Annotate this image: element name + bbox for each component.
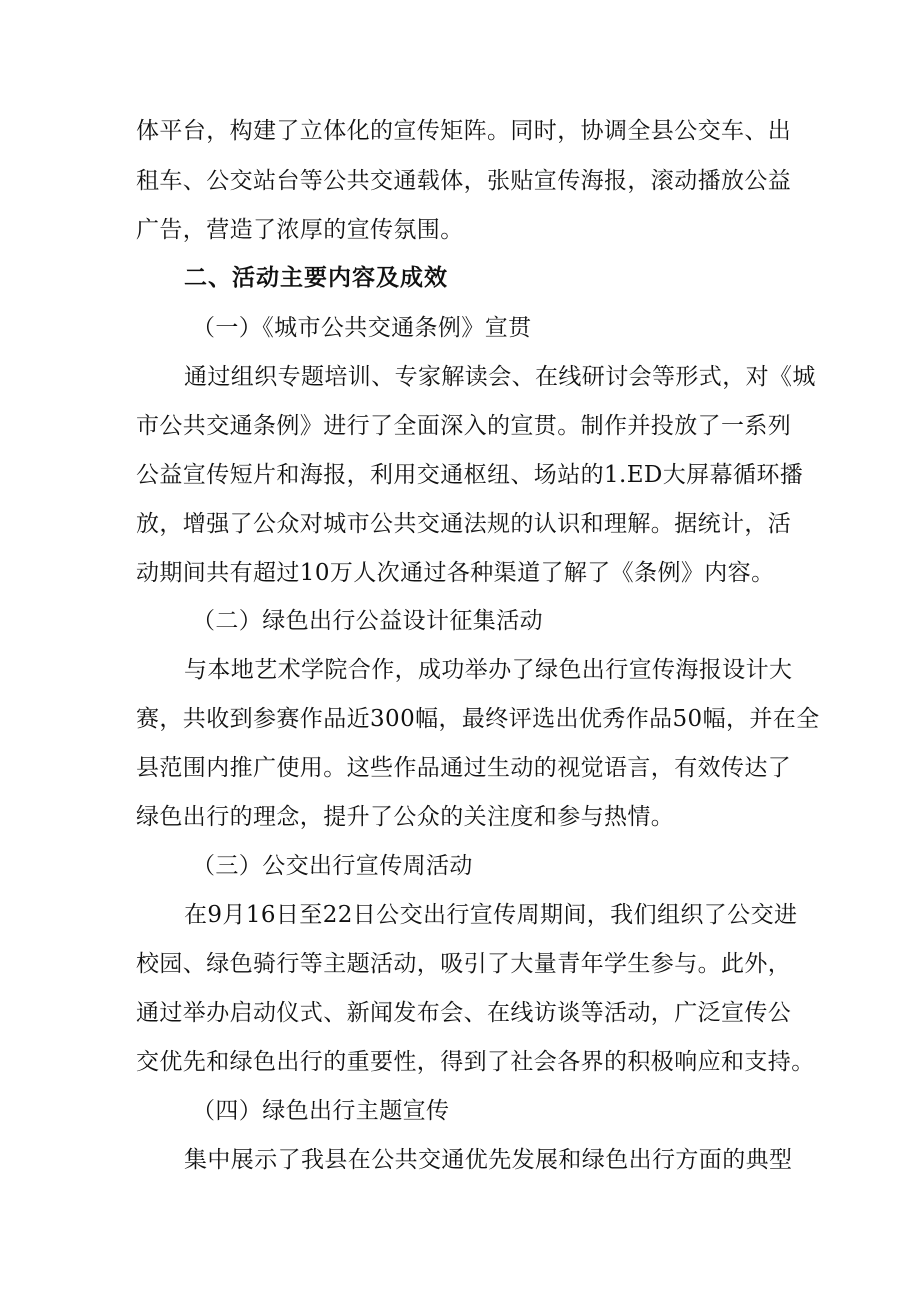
body-text-line: 市公共交通条例》进行了全面深入的宣贯。制作并投放了一系列 [136, 413, 792, 439]
body-text-line: 县范围内推广使用。这些作品通过生动的视觉语言，有效传达了 [136, 755, 792, 781]
subsection-heading: （二）绿色出行公益设计征集活动 [192, 608, 543, 634]
body-text-line: 广告，营造了浓厚的宣传氛围。 [136, 217, 464, 243]
paragraph-first-line: 在9月16日至22日公交出行宣传周期间，我们组织了公交进 [184, 902, 798, 928]
subsection-heading: （一）《城市公共交通条例》宣贯 [192, 315, 532, 341]
section-heading: 二、活动主要内容及成效 [184, 265, 448, 291]
body-text-line: 交优先和绿色出行的重要性，得到了社会各界的积极响应和支持。 [136, 1049, 815, 1075]
paragraph-first-line: 集中展示了我县在公共交通优先发展和绿色出行方面的典型 [184, 1147, 793, 1173]
body-text-line: 放，增强了公众对城市公共交通法规的认识和理解。据统计，活 [136, 511, 792, 537]
body-text-line: 动期间共有超过10万人次通过各种渠道了解了《条例》内容。 [136, 560, 775, 586]
paragraph-first-line: 与本地艺术学院合作，成功举办了绿色出行宣传海报设计大 [184, 657, 793, 683]
body-text-line: 校园、绿色骑行等主题活动，吸引了大量青年学生参与。此外， [136, 951, 792, 977]
body-text-line: 体平台，构建了立体化的宣传矩阵。同时，协调全县公交车、出 [136, 118, 792, 144]
body-text-line: 公益宣传短片和海报，利用交通枢纽、场站的1.ED大屏幕循环播 [136, 462, 804, 488]
body-text-line: 绿色出行的理念，提升了公众的关注度和参与热情。 [136, 804, 675, 830]
subsection-heading: （四）绿色出行主题宣传 [192, 1098, 450, 1124]
subsection-heading: （三）公交出行宣传周活动 [192, 853, 473, 879]
body-text-line: 租车、公交站台等公共交通载体，张贴宣传海报，滚动播放公益 [136, 168, 792, 194]
paragraph-first-line: 通过组织专题培训、专家解读会、在线研讨会等形式，对《城 [184, 364, 816, 390]
body-text-line: 赛，共收到参赛作品近300幅，最终评选出优秀作品50幅，并在全 [136, 706, 820, 732]
body-text-line: 通过举办启动仪式、新闻发布会、在线访谈等活动，广泛宣传公 [136, 1000, 792, 1026]
